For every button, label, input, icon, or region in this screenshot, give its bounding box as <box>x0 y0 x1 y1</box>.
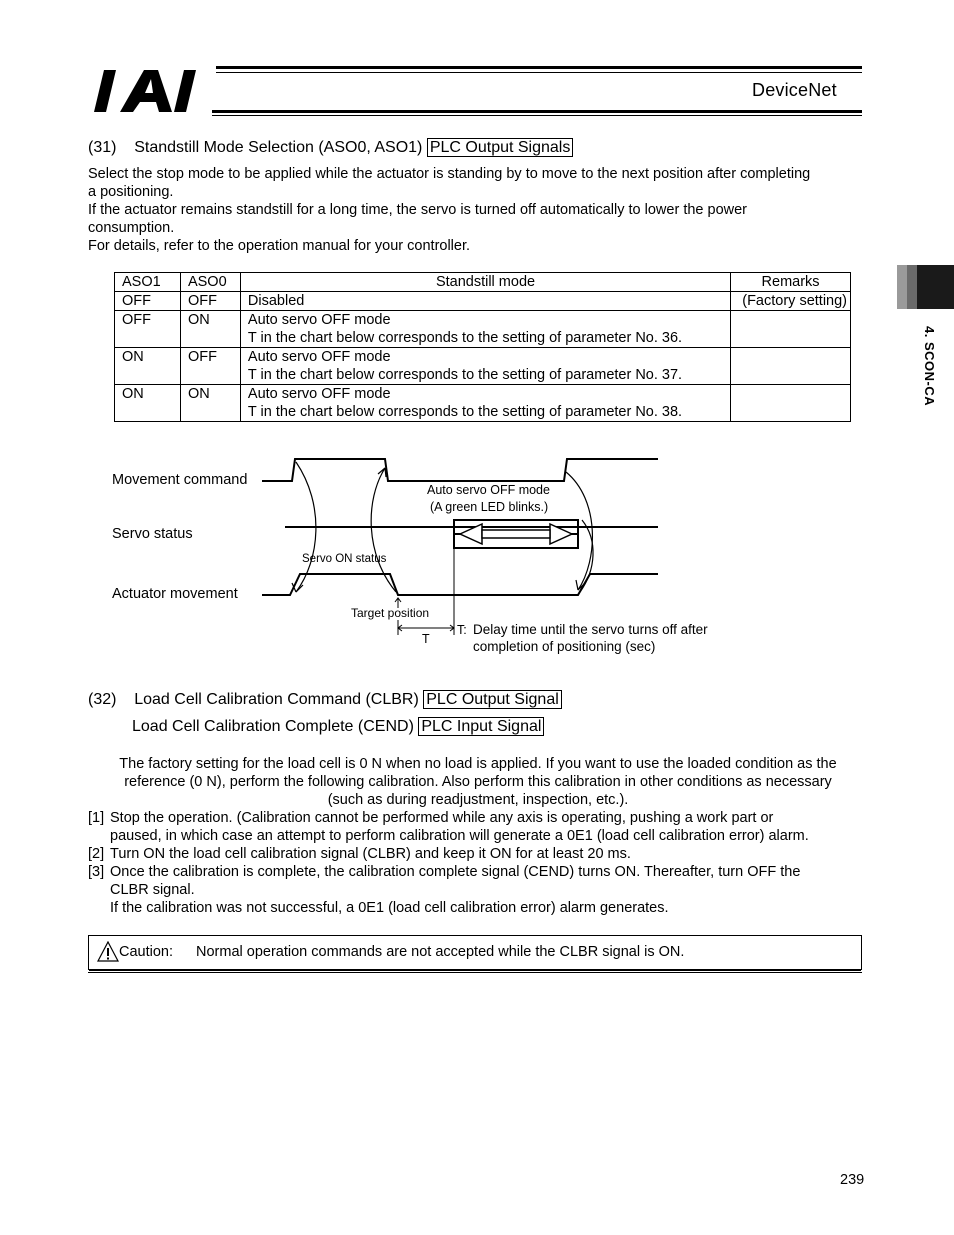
table-row <box>115 348 851 385</box>
header-remarks: Remarks <box>731 273 851 292</box>
intro-line: reference (0 N), perform the following calibration. Also perform this calibration in other conditions as necessary <box>124 774 832 790</box>
cell-aso1: ON <box>115 385 181 422</box>
step-number: [2] <box>88 846 105 862</box>
section-32-heading <box>88 691 562 709</box>
cell-mode <box>240 348 730 385</box>
cell-aso0: ON <box>180 385 240 422</box>
mode-line: T in the chart below corresponds to the setting of parameter No. 36. <box>247 330 683 346</box>
mode-line: Auto servo OFF mode <box>247 386 391 402</box>
product-name: DeviceNet <box>752 80 837 100</box>
label-movement-command: Movement command <box>112 472 248 488</box>
label-servo-status: Servo status <box>112 526 193 542</box>
cell-mode <box>240 385 730 422</box>
mode-line: Auto servo OFF mode <box>247 349 391 365</box>
cell-aso1: ON <box>115 348 181 385</box>
step-line: If the calibration was not successful, a 0E1 (load cell calibration error) alarm generates. <box>110 900 669 916</box>
list-item <box>88 863 878 917</box>
label-green-led: (A green LED blinks.) <box>430 500 549 514</box>
mode-line: T in the chart below corresponds to the setting of parameter No. 38. <box>247 404 683 420</box>
calibration-steps <box>88 809 878 917</box>
para-line: consumption. <box>88 220 175 236</box>
section-31-title: Standstill Mode Selection (ASO0, ASO1) <box>134 139 423 156</box>
section-31-heading <box>88 139 573 157</box>
chapter-tab-label: 4. SCON-CA <box>922 326 937 407</box>
label-t: T <box>422 632 430 646</box>
label-servo-on-status: Servo ON status <box>302 553 387 565</box>
para-line: Select the stop mode to be applied while the actuator is standing by to move to the next position after completing <box>88 166 811 182</box>
standstill-mode-table <box>114 272 851 422</box>
section-31-description <box>88 165 878 255</box>
step-line: Turn ON the load cell calibration signal (CLBR) and keep it ON for at least 20 ms. <box>110 846 631 862</box>
warning-icon <box>97 941 119 963</box>
calibration-intro <box>90 755 866 809</box>
caution-box <box>88 935 862 970</box>
section-32-tag1: PLC Output Signal <box>423 690 562 709</box>
para-line: For details, refer to the operation manual for your controller. <box>88 238 471 254</box>
list-item <box>88 845 878 863</box>
section-32-subheading <box>132 718 544 736</box>
table-row <box>115 385 851 422</box>
label-target-position: Target position <box>351 606 430 620</box>
step-line: CLBR signal. <box>110 882 195 898</box>
list-item <box>88 809 878 845</box>
cell-aso0: ON <box>180 311 240 348</box>
intro-line: (such as during readjustment, inspection, etc.). <box>327 792 629 808</box>
section-32-title2: Load Cell Calibration Complete (CEND) <box>132 718 414 735</box>
cell-mode: Disabled <box>240 292 730 311</box>
step-line: paused, in which case an attempt to perform calibration will generate a 0E1 (load cell calibration error) alarm. <box>110 828 809 844</box>
header-aso1: ASO1 <box>115 273 181 292</box>
cell-aso0: OFF <box>180 292 240 311</box>
section-31-tag: PLC Output Signals <box>427 138 574 157</box>
step-number: [3] <box>88 864 105 880</box>
section-31-number: (31) <box>88 139 117 156</box>
label-actuator-movement: Actuator movement <box>112 586 238 602</box>
section-32-title1: Load Cell Calibration Command (CLBR) <box>134 691 419 708</box>
mode-line: Auto servo OFF mode <box>247 312 391 328</box>
section-32-tag2: PLC Input Signal <box>418 717 544 736</box>
cell-remarks: (Factory setting) <box>731 292 851 311</box>
chapter-tab-block <box>897 265 954 309</box>
table-row <box>115 311 851 348</box>
cell-remarks <box>731 348 851 385</box>
para-line: If the actuator remains standstill for a long time, the servo is turned off automatically to lower the power <box>88 202 747 218</box>
cell-aso1: OFF <box>115 292 181 311</box>
cell-remarks <box>731 311 851 348</box>
intro-line: The factory setting for the load cell is 0 N when no load is applied. If you want to use the loaded condition as the <box>119 756 837 772</box>
step-line: Once the calibration is complete, the calibration complete signal (CEND) turns ON. Thereafter, turn OFF the <box>110 864 801 880</box>
caution-text: Normal operation commands are not accepted while the CLBR signal is ON. <box>196 944 685 960</box>
mode-line: T in the chart below corresponds to the setting of parameter No. 37. <box>247 367 683 383</box>
label-auto-servo-off: Auto servo OFF mode <box>427 483 550 497</box>
caution-label: Caution: <box>119 944 174 960</box>
cell-aso1: OFF <box>115 311 181 348</box>
label-delay-line1: Delay time until the servo turns off after <box>473 622 708 637</box>
header-aso0: ASO0 <box>180 273 240 292</box>
label-t-legend: T: <box>457 623 467 637</box>
step-line: Stop the operation. (Calibration cannot be performed while any axis is operating, pushing a work part or <box>110 810 774 826</box>
table-header-row <box>115 273 851 292</box>
cell-mode <box>240 311 730 348</box>
cell-aso0: OFF <box>180 348 240 385</box>
page-number: 239 <box>840 1172 865 1188</box>
label-delay-line2: completion of positioning (sec) <box>473 639 656 654</box>
svg-text:IAI: IAI <box>92 66 94 67</box>
cell-remarks <box>731 385 851 422</box>
table-row <box>115 292 851 311</box>
para-line: a positioning. <box>88 184 174 200</box>
header-standstill-mode: Standstill mode <box>240 273 730 292</box>
iai-logo <box>92 66 210 116</box>
step-number: [1] <box>88 810 105 826</box>
section-32-number: (32) <box>88 691 117 708</box>
